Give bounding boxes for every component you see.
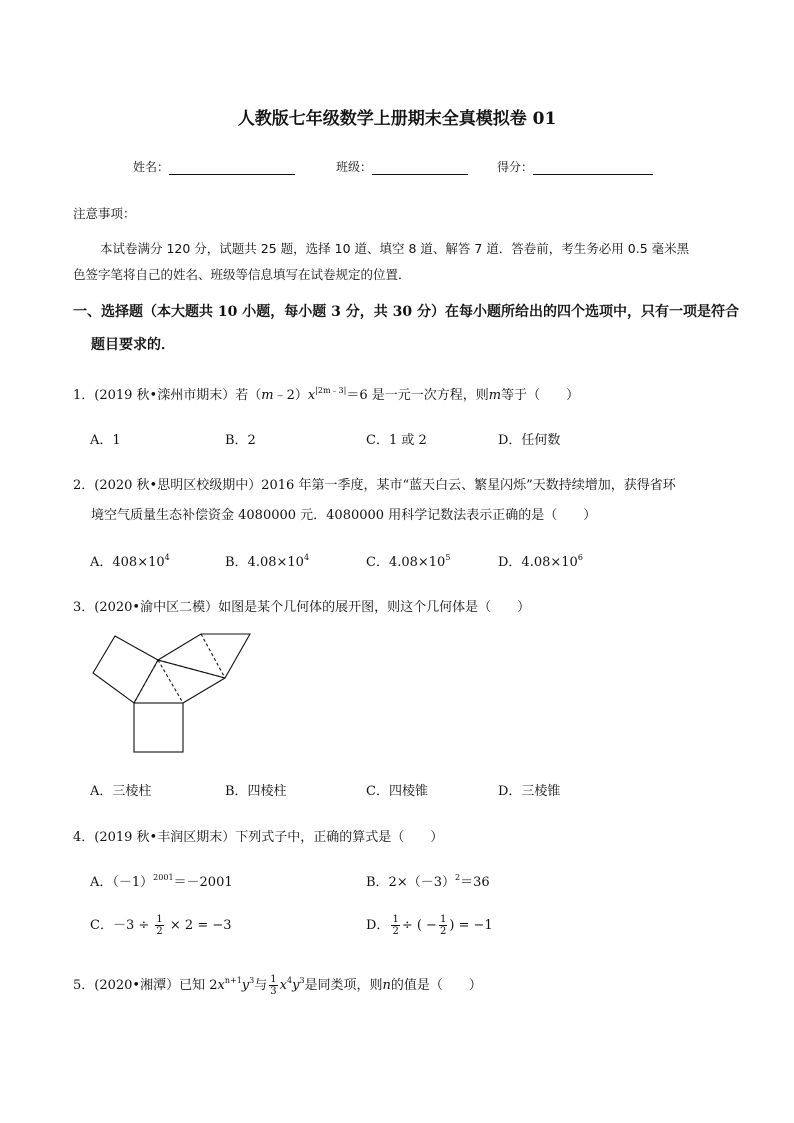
notice-heading: 注意事项： bbox=[73, 206, 136, 221]
q1-tail: 等于（ ） bbox=[501, 388, 580, 403]
q1-rest: ＝6 是一元一次方程，则 bbox=[346, 388, 489, 403]
q4-c-num: 1 bbox=[156, 914, 163, 925]
q5-exp-2: 3 bbox=[249, 976, 255, 985]
q5-var-n: n bbox=[382, 978, 391, 993]
section-heading-line-2: 题目要求的． bbox=[91, 337, 175, 353]
q5-var-y2: y bbox=[292, 978, 300, 993]
q4-a-rest: ＝－2001 bbox=[173, 875, 233, 890]
q1-option-b[interactable]: B．2 bbox=[225, 433, 256, 448]
class-blank[interactable] bbox=[372, 160, 468, 175]
q1-option-a[interactable]: A．1 bbox=[90, 433, 121, 448]
q5-exp-3: 4 bbox=[286, 976, 293, 985]
q4-c-pre: C．－3 ÷ bbox=[90, 918, 150, 933]
q4-b-rest: ＝36 bbox=[460, 875, 490, 890]
q5-num: 1 bbox=[270, 974, 277, 985]
q3-option-d[interactable]: D．三棱锥 bbox=[498, 784, 561, 799]
q5-fraction bbox=[269, 974, 277, 997]
question-4: 4．(2019 秋•丰润区期末）下列式子中，正确的算式是（ ） bbox=[73, 830, 444, 845]
q4-d-pre: D． bbox=[366, 918, 390, 933]
q4-d-den1: 2 bbox=[392, 926, 399, 937]
q2-c-base: C．4.08×10 bbox=[366, 555, 446, 570]
q4-d-num2: 1 bbox=[439, 914, 447, 925]
q4-d-num1: 1 bbox=[392, 914, 399, 925]
left-square bbox=[93, 636, 158, 703]
q4-a-exp: 2001 bbox=[153, 873, 174, 882]
fold-line bbox=[201, 634, 225, 678]
q2-option-a[interactable] bbox=[90, 551, 170, 570]
q4-a-base: A．（－1） bbox=[90, 875, 154, 890]
class-field bbox=[336, 158, 468, 175]
notice-line-1: 本试卷满分 120 分，试题共 25 题，选择 10 道、填空 8 道、解答 7 道．答卷前，考生务必用 0.5 毫米黑 bbox=[100, 241, 690, 256]
q3-option-b[interactable]: B．四棱柱 bbox=[225, 784, 287, 799]
q2-a-base: A．408×10 bbox=[90, 555, 165, 570]
q4-option-c[interactable] bbox=[90, 914, 232, 937]
q5-tail: 的值是（ ） bbox=[390, 978, 482, 993]
q5-exp-1: n+1 bbox=[224, 976, 242, 985]
q2-option-b[interactable] bbox=[225, 551, 309, 570]
q4-d-post: ) = −1 bbox=[449, 918, 493, 933]
net-diagram bbox=[85, 628, 260, 758]
name-field bbox=[133, 158, 295, 175]
q5-mid: 是同类项，则 bbox=[304, 978, 383, 993]
bottom-square bbox=[134, 703, 183, 752]
name-blank[interactable] bbox=[169, 160, 295, 175]
q3-option-c[interactable]: C．四棱锥 bbox=[366, 784, 428, 799]
class-label: 班级： bbox=[336, 160, 373, 174]
q4-option-a[interactable] bbox=[90, 871, 233, 890]
q4-option-d[interactable] bbox=[366, 914, 493, 937]
section-heading-line-1: 一、选择题（本大题共 10 小题，每小题 3 分，共 30 分）在每小题所给出的四个选项中，只有一项是符合 bbox=[73, 304, 739, 320]
q2-a-exp: 4 bbox=[164, 553, 170, 562]
q1-prefix: 1．(2019 秋•滦州市期末）若（ bbox=[73, 388, 262, 403]
q1-var-x: x bbox=[307, 388, 316, 403]
score-blank[interactable] bbox=[533, 160, 653, 175]
q1-option-d[interactable]: D．任何数 bbox=[498, 433, 561, 448]
q2-d-exp: 6 bbox=[577, 553, 583, 562]
q2-b-base: B．4.08×10 bbox=[225, 555, 304, 570]
question-5 bbox=[73, 974, 482, 997]
q4-d-fraction-1 bbox=[391, 914, 399, 937]
score-field bbox=[497, 158, 653, 175]
name-label: 姓名： bbox=[133, 160, 170, 174]
question-2-line-2: 境空气质量生态补偿资金 4080000 元．4080000 用科学记数法表示正确的是（ ） bbox=[91, 508, 597, 523]
q4-d-fraction-2 bbox=[439, 914, 447, 937]
q4-c-fraction bbox=[155, 914, 163, 937]
question-1 bbox=[73, 384, 579, 403]
q4-d-mid: ÷ ( − bbox=[401, 918, 437, 933]
q4-option-b[interactable] bbox=[366, 871, 490, 890]
q4-c-den: 2 bbox=[156, 926, 163, 937]
score-label: 得分： bbox=[497, 160, 534, 174]
q1-var-m2: m bbox=[488, 388, 502, 403]
q3-option-a[interactable]: A．三棱柱 bbox=[90, 784, 152, 799]
q2-d-base: D．4.08×10 bbox=[498, 555, 578, 570]
notice-line-2: 色签字笔将自己的姓名、班级等信息填写在试卷规定的位置． bbox=[73, 267, 411, 282]
q5-with: 与 bbox=[254, 978, 268, 993]
q4-b-exp: 2 bbox=[455, 873, 461, 882]
triangle-edge bbox=[183, 678, 225, 703]
fold-line bbox=[158, 660, 183, 703]
q2-c-exp: 5 bbox=[445, 553, 451, 562]
q5-exp-4: 3 bbox=[299, 976, 305, 985]
q5-var-y: y bbox=[241, 978, 250, 993]
q5-den: 3 bbox=[270, 986, 277, 997]
q4-d-den2: 2 bbox=[439, 926, 447, 937]
q5-var-x: x bbox=[217, 978, 225, 993]
q1-var-m: m bbox=[261, 388, 274, 403]
question-2-line-1: 2．(2020 秋•思明区校级期中）2016 年第一季度，某市“蓝天白云、繁星闪烁”天数持续增加，获得省环 bbox=[73, 478, 676, 493]
question-3: 3．(2020•渝中区二模）如图是某个几何体的展开图，则这个几何体是（ ） bbox=[73, 600, 531, 615]
q2-option-c[interactable] bbox=[366, 551, 450, 570]
q4-b-base: B．2×（－3） bbox=[366, 875, 455, 890]
q1-minus: ﹣2） bbox=[273, 388, 308, 403]
exam-title: 人教版七年级数学上册期末全真模拟卷 01 bbox=[237, 109, 557, 129]
q4-c-post: × 2 = −3 bbox=[169, 918, 232, 933]
q2-b-exp: 4 bbox=[303, 553, 310, 562]
q1-option-c[interactable]: C．1 或 2 bbox=[366, 433, 427, 448]
q5-var-x2: x bbox=[279, 978, 287, 993]
q1-exponent: |2m﹣3| bbox=[315, 386, 347, 395]
q5-prefix: 5．(2020•湘潭）已知 2 bbox=[73, 978, 218, 993]
q2-option-d[interactable] bbox=[498, 551, 583, 570]
